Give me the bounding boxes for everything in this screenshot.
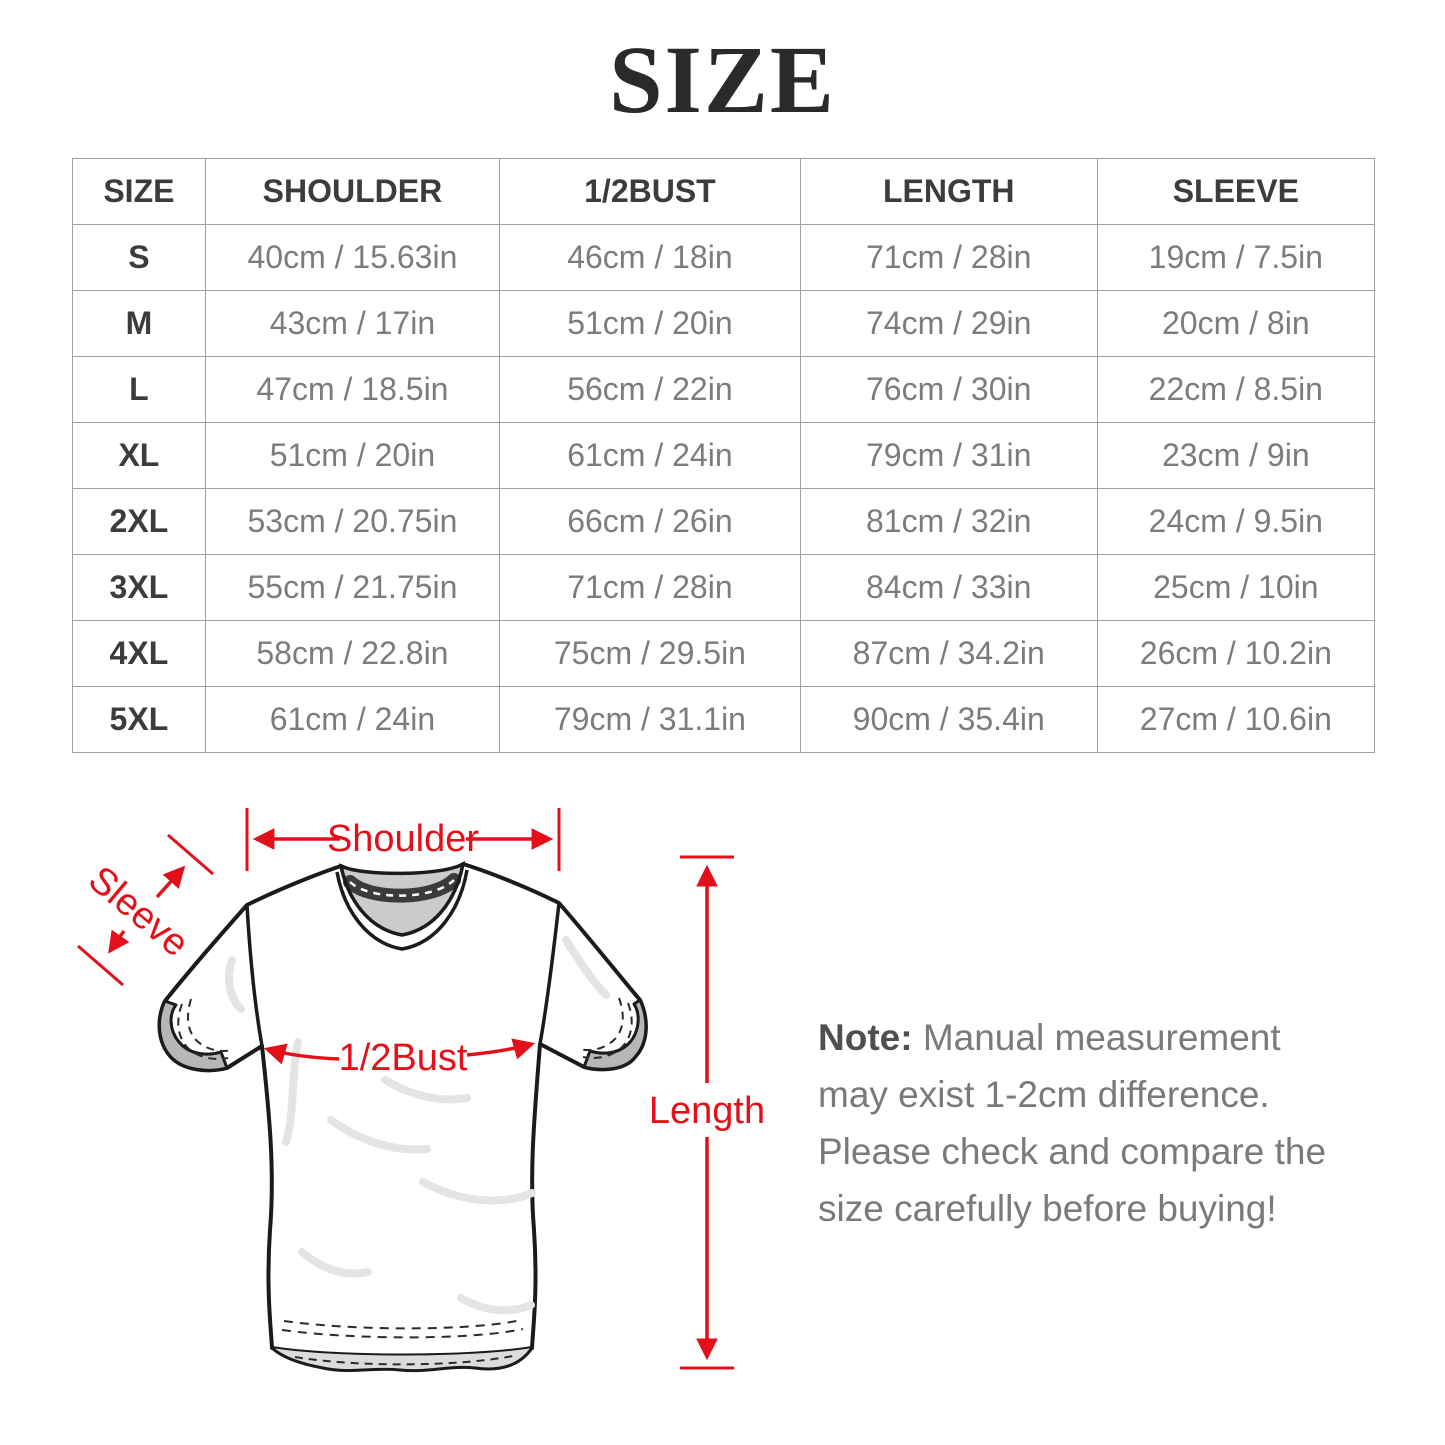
table-body xyxy=(73,225,1375,753)
measurement-cell: 79cm / 31in xyxy=(800,423,1097,489)
measurement-cell: 23cm / 9in xyxy=(1097,423,1374,489)
measurement-cell: 74cm / 29in xyxy=(800,291,1097,357)
table-row xyxy=(73,423,1375,489)
measurement-cell: 87cm / 34.2in xyxy=(800,621,1097,687)
measurement-cell: 51cm / 20in xyxy=(500,291,801,357)
column-header: SLEEVE xyxy=(1097,159,1374,225)
measurement-cell: 53cm / 20.75in xyxy=(205,489,499,555)
bust-label: 1/2Bust xyxy=(338,1037,468,1079)
measurement-cell: 47cm / 18.5in xyxy=(205,357,499,423)
column-header: 1/2BUST xyxy=(500,159,801,225)
measurement-cell: 27cm / 10.6in xyxy=(1097,687,1374,753)
measurement-cell: 66cm / 26in xyxy=(500,489,801,555)
measurement-cell: 61cm / 24in xyxy=(205,687,499,753)
table-row xyxy=(73,291,1375,357)
column-header: SHOULDER xyxy=(205,159,499,225)
table-row xyxy=(73,555,1375,621)
table-row xyxy=(73,687,1375,753)
note-paragraph xyxy=(818,1009,1340,1237)
measurement-cell: 84cm / 33in xyxy=(800,555,1097,621)
sleeve-label: Sleeve xyxy=(80,858,197,966)
table-row xyxy=(73,621,1375,687)
measurement-cell: 58cm / 22.8in xyxy=(205,621,499,687)
size-cell: XL xyxy=(73,423,206,489)
measurement-cell: 40cm / 15.63in xyxy=(205,225,499,291)
measurement-cell: 56cm / 22in xyxy=(500,357,801,423)
size-cell: M xyxy=(73,291,206,357)
measurement-cell: 46cm / 18in xyxy=(500,225,801,291)
measurement-cell: 71cm / 28in xyxy=(800,225,1097,291)
measurement-cell: 79cm / 31.1in xyxy=(500,687,801,753)
measurement-cell: 75cm / 29.5in xyxy=(500,621,801,687)
measurement-cell: 25cm / 10in xyxy=(1097,555,1374,621)
measurement-cell: 22cm / 8.5in xyxy=(1097,357,1374,423)
tshirt-measurement-diagram xyxy=(55,780,775,1445)
measurement-cell: 24cm / 9.5in xyxy=(1097,489,1374,555)
measurement-cell: 19cm / 7.5in xyxy=(1097,225,1374,291)
size-cell: 4XL xyxy=(73,621,206,687)
note-label: Note: xyxy=(818,1017,913,1058)
measurement-cell: 81cm / 32in xyxy=(800,489,1097,555)
measurement-cell: 71cm / 28in xyxy=(500,555,801,621)
measurement-cell: 51cm / 20in xyxy=(205,423,499,489)
table-row xyxy=(73,489,1375,555)
measurement-cell: 76cm / 30in xyxy=(800,357,1097,423)
size-cell: L xyxy=(73,357,206,423)
tshirt-outline xyxy=(159,864,645,1356)
size-cell: 2XL xyxy=(73,489,206,555)
size-cell: S xyxy=(73,225,206,291)
column-header: LENGTH xyxy=(800,159,1097,225)
header-row xyxy=(73,159,1375,225)
measurement-cell: 61cm / 24in xyxy=(500,423,801,489)
size-cell: 5XL xyxy=(73,687,206,753)
measurement-cell: 55cm / 21.75in xyxy=(205,555,499,621)
measurement-cell: 20cm / 8in xyxy=(1097,291,1374,357)
measurement-cell: 90cm / 35.4in xyxy=(800,687,1097,753)
tshirt-illustration xyxy=(159,864,645,1371)
table-row xyxy=(73,357,1375,423)
table-row xyxy=(73,225,1375,291)
column-header: SIZE xyxy=(73,159,206,225)
page-title: SIZE xyxy=(609,26,836,133)
size-chart-table xyxy=(72,158,1375,753)
note-text: Manual measurement may exist 1-2cm difference. Please check and compare the size carefully before buying! xyxy=(818,1017,1327,1229)
length-label: Length xyxy=(648,1090,766,1132)
measurement-cell: 26cm / 10.2in xyxy=(1097,621,1374,687)
shoulder-label: Shoulder xyxy=(326,818,480,860)
size-cell: 3XL xyxy=(73,555,206,621)
measurement-cell: 43cm / 17in xyxy=(205,291,499,357)
